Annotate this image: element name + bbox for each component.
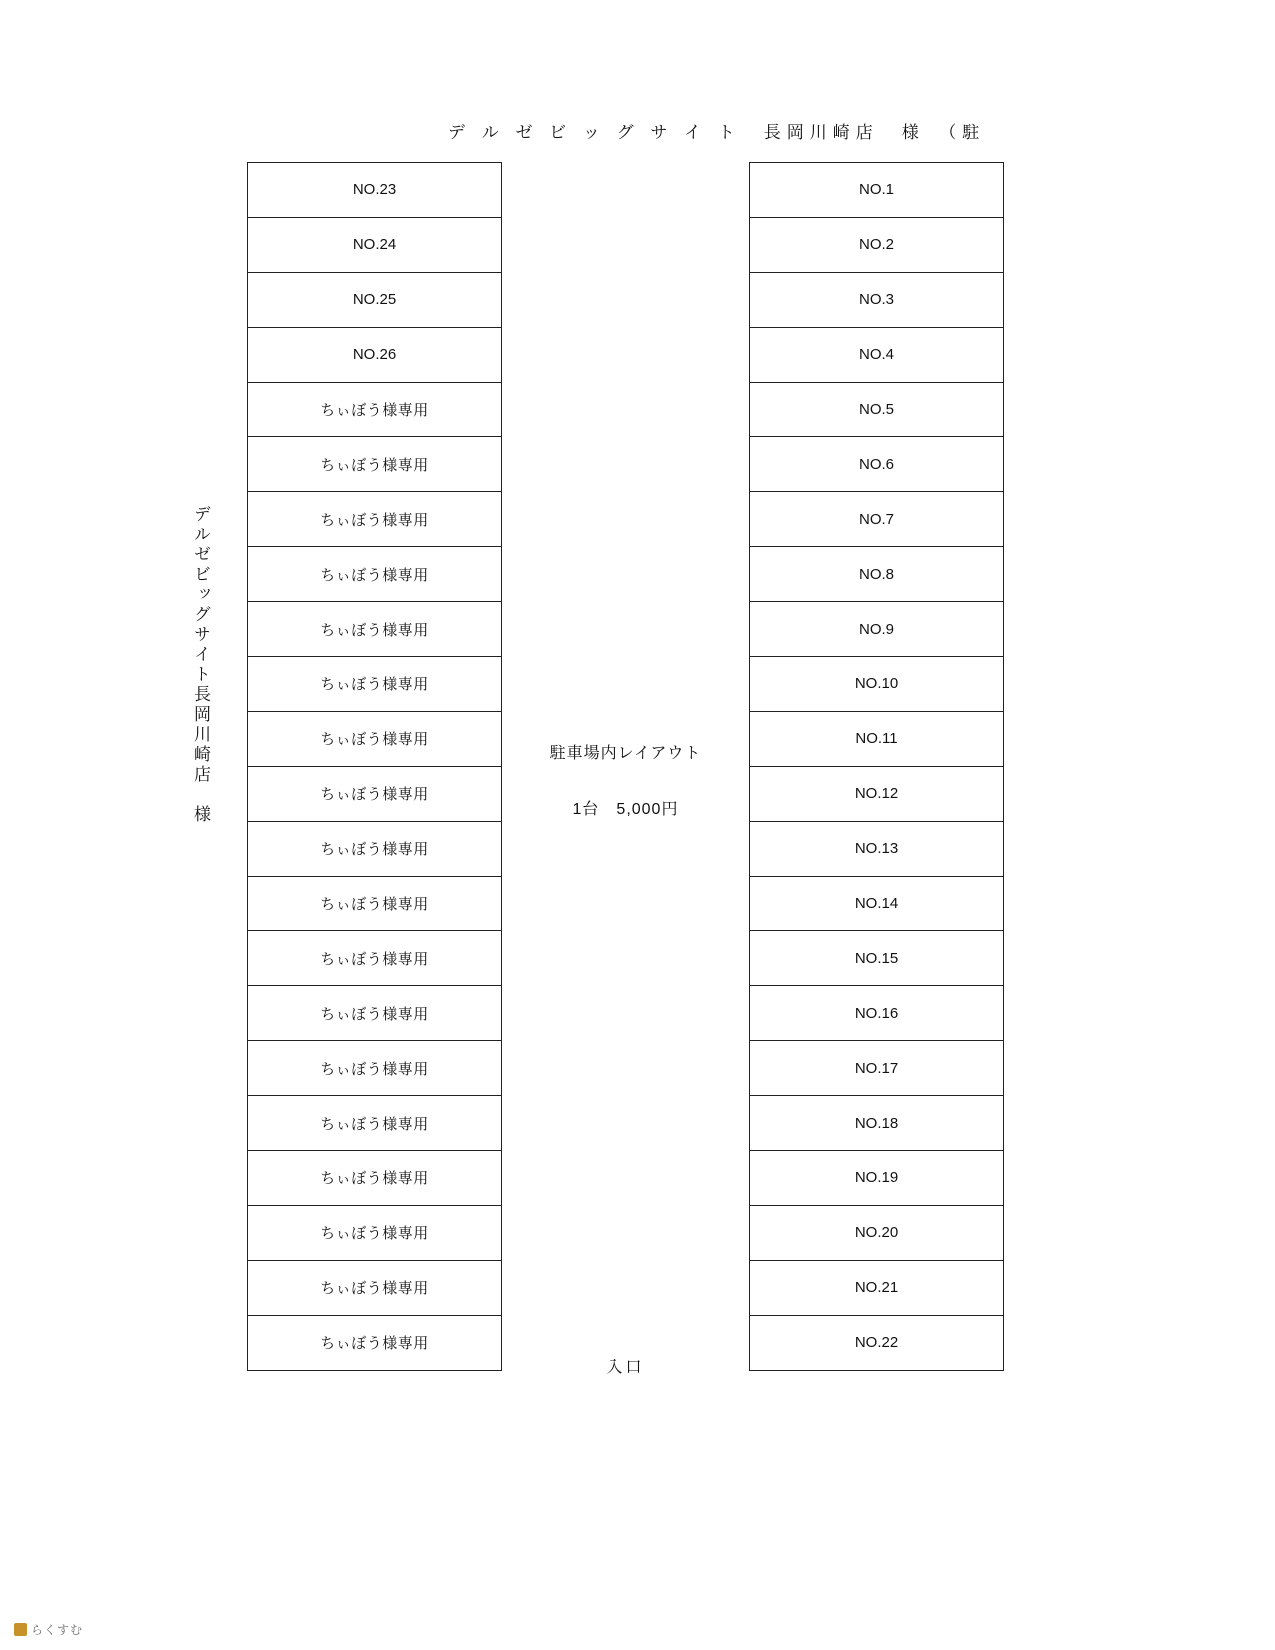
parking-stall-right-15: NO.15: [749, 930, 1004, 986]
parking-stall-right-19: NO.19: [749, 1150, 1004, 1206]
price-label: 1台 5,000円: [572, 801, 679, 818]
parking-stall-right-22: NO.22: [749, 1315, 1004, 1371]
driveway-area: [502, 162, 749, 1392]
parking-stall-left-16: ちぃぼう様専用: [247, 985, 502, 1041]
parking-column-right: [749, 162, 1004, 1392]
parking-stall-left-1: NO.23: [247, 162, 502, 218]
parking-stall-left-11: ちぃぼう様専用: [247, 711, 502, 767]
parking-stall-right-12: NO.12: [749, 766, 1004, 822]
parking-stall-right-21: NO.21: [749, 1260, 1004, 1316]
parking-stall-left-17: ちぃぼう様専用: [247, 1040, 502, 1096]
parking-stall-right-9: NO.9: [749, 601, 1004, 657]
parking-stall-left-8: ちぃぼう様専用: [247, 546, 502, 602]
parking-stall-right-16: NO.16: [749, 985, 1004, 1041]
parking-stall-left-21: ちぃぼう様専用: [247, 1260, 502, 1316]
page-title: デ ル ゼ ビ ッ グ サ イ ト 長岡川崎店 様 （駐: [448, 123, 986, 142]
parking-column-left: [247, 162, 502, 1392]
parking-stall-right-10: NO.10: [749, 656, 1004, 712]
parking-stall-left-10: ちぃぼう様専用: [247, 656, 502, 712]
parking-stall-right-4: NO.4: [749, 327, 1004, 383]
parking-stall-right-3: NO.3: [749, 272, 1004, 328]
parking-stall-left-6: ちぃぼう様専用: [247, 436, 502, 492]
parking-stall-left-3: NO.25: [247, 272, 502, 328]
parking-stall-right-13: NO.13: [749, 821, 1004, 877]
parking-stall-right-14: NO.14: [749, 876, 1004, 932]
parking-stall-right-6: NO.6: [749, 436, 1004, 492]
parking-stall-left-7: ちぃぼう様専用: [247, 491, 502, 547]
parking-stall-left-22: ちぃぼう様専用: [247, 1315, 502, 1371]
watermark-text: らくすむ: [31, 1623, 84, 1637]
parking-stall-left-9: ちぃぼう様専用: [247, 601, 502, 657]
parking-stall-left-4: NO.26: [247, 327, 502, 383]
parking-stall-right-8: NO.8: [749, 546, 1004, 602]
entrance-label: 入口: [606, 1359, 645, 1376]
parking-stall-right-18: NO.18: [749, 1095, 1004, 1151]
parking-layout-diagram: [247, 162, 1004, 1392]
parking-stall-right-20: NO.20: [749, 1205, 1004, 1261]
parking-stall-left-20: ちぃぼう様専用: [247, 1205, 502, 1261]
watermark-logo-icon: [14, 1623, 27, 1636]
parking-stall-left-14: ちぃぼう様専用: [247, 876, 502, 932]
parking-stall-left-13: ちぃぼう様専用: [247, 821, 502, 877]
parking-stall-right-11: NO.11: [749, 711, 1004, 767]
parking-stall-right-2: NO.2: [749, 217, 1004, 273]
parking-stall-left-2: NO.24: [247, 217, 502, 273]
parking-stall-right-7: NO.7: [749, 491, 1004, 547]
layout-label: 駐車場内レイアウト: [549, 745, 702, 762]
parking-stall-right-1: NO.1: [749, 162, 1004, 218]
vertical-customer-title: デルゼビッグサイト長岡川崎店 様: [191, 505, 210, 825]
parking-stall-left-12: ちぃぼう様専用: [247, 766, 502, 822]
parking-stall-right-5: NO.5: [749, 382, 1004, 438]
parking-stall-left-18: ちぃぼう様専用: [247, 1095, 502, 1151]
parking-stall-right-17: NO.17: [749, 1040, 1004, 1096]
parking-stall-left-15: ちぃぼう様専用: [247, 930, 502, 986]
parking-stall-left-19: ちぃぼう様専用: [247, 1150, 502, 1206]
parking-stall-left-5: ちぃぼう様専用: [247, 382, 502, 438]
watermark: [14, 1621, 83, 1638]
